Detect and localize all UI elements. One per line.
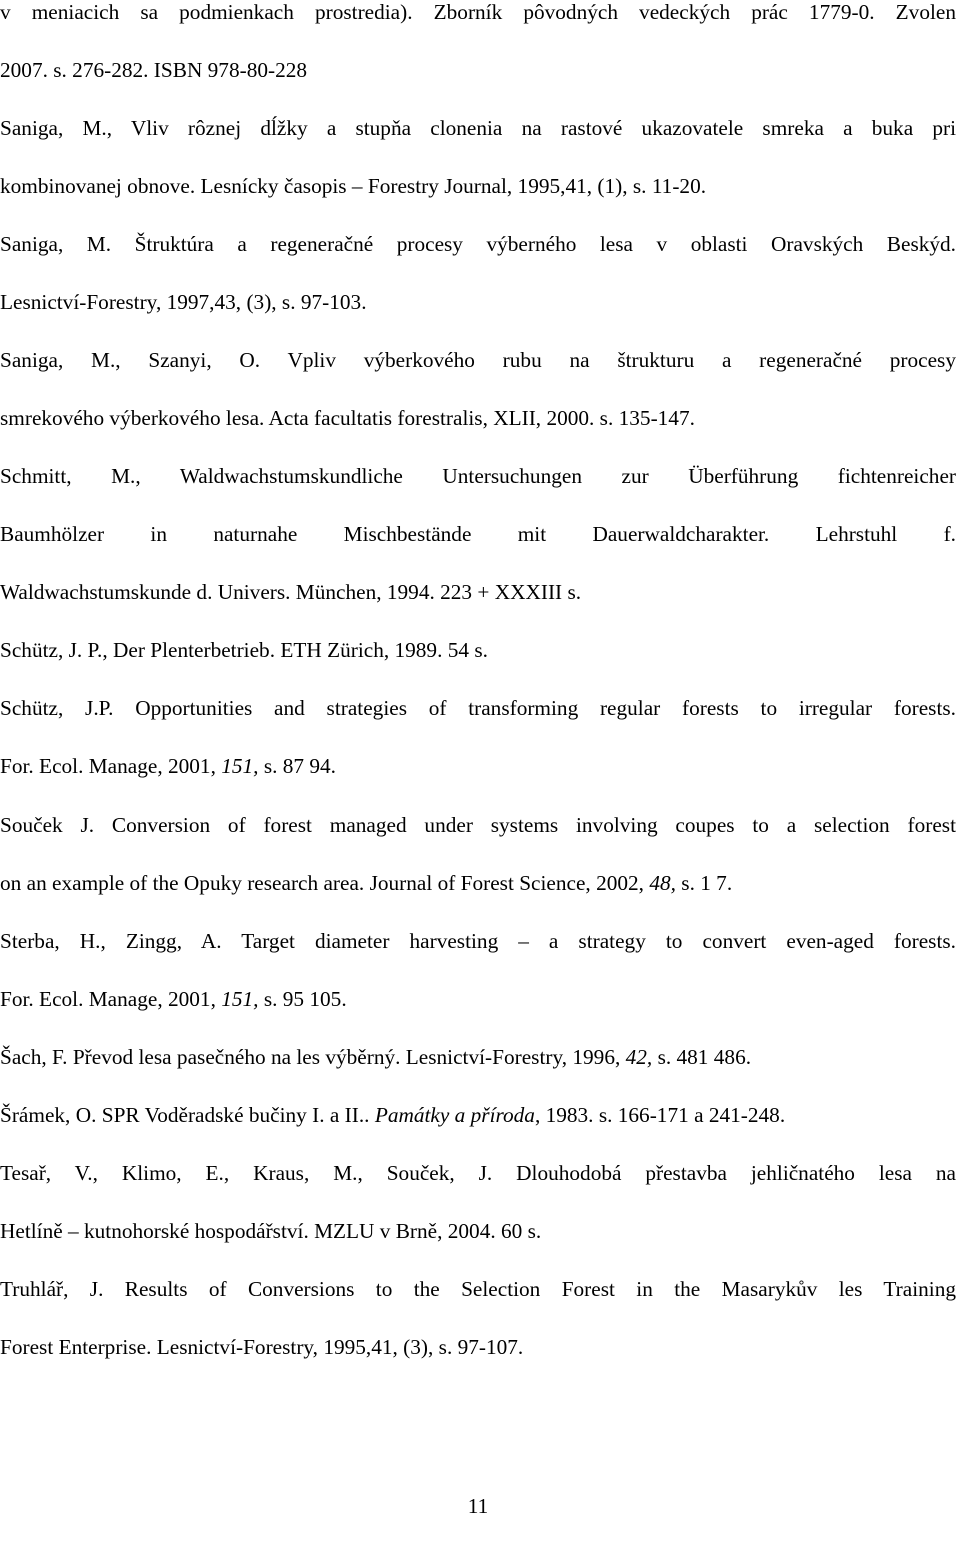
reference-line: Truhlář, J. Results of Conversions to the Selection Forest in the Masarykův les Training (0, 1277, 956, 1301)
reference-line: For. Ecol. Manage, 2001, 151, s. 95 105. (0, 987, 347, 1011)
reference-line: Šrámek, O. SPR Voděradské bučiny I. a II.. Památky a příroda, 1983. s. 166-171 a 241-248. (0, 1103, 786, 1127)
reference-line: v meniacich sa podmienkach prostredia). Zborník pôvodných vedeckých prác 1779-0. Zvolen (0, 0, 956, 24)
reference-line: Saniga, M. Štruktúra a regeneračné procesy výberného lesa v oblasti Oravských Beskýd. (0, 232, 956, 256)
reference-line: Souček J. Conversion of forest managed under systems involving coupes to a selection forest (0, 813, 956, 837)
reference-line: Sterba, H., Zingg, A. Target diameter harvesting – a strategy to convert even-aged forests. (0, 929, 956, 953)
reference-line: kombinovanej obnove. Lesnícky časopis – Forestry Journal, 1995,41, (1), s. 11-20. (0, 174, 707, 198)
reference-line: on an example of the Opuky research area. Journal of Forest Science, 2002, 48, s. 1 7. (0, 871, 733, 895)
reference-line: 2007. s. 276-282. ISBN 978-80-228 (0, 58, 308, 82)
reference-line: Hetlíně – kutnohorské hospodářství. MZLU v Brně, 2004. 60 s. (0, 1219, 542, 1243)
reference-line: Tesař, V., Klimo, E., Kraus, M., Souček, J. Dlouhodobá přestavba jehličnatého lesa na (0, 1161, 956, 1185)
reference-line: Baumhölzer in naturnahe Mischbestände mit Dauerwaldcharakter. Lehrstuhl f. (0, 522, 956, 546)
reference-line: Waldwachstumskunde d. Univers. München, 1994. 223 + XXXIII s. (0, 580, 582, 604)
reference-line: Saniga, M., Szanyi, O. Vpliv výberkového rubu na štrukturu a regeneračné procesy (0, 348, 956, 372)
reference-line: smrekového výberkového lesa. Acta facultatis forestralis, XLII, 2000. s. 135-147. (0, 406, 695, 430)
reference-line: Schütz, J. P., Der Plenterbetrieb. ETH Zürich, 1989. 54 s. (0, 638, 488, 662)
reference-line: Lesnictví-Forestry, 1997,43, (3), s. 97-103. (0, 290, 367, 314)
reference-line: For. Ecol. Manage, 2001, 151, s. 87 94. (0, 754, 337, 778)
reference-line: Forest Enterprise. Lesnictví-Forestry, 1995,41, (3), s. 97-107. (0, 1335, 524, 1359)
page-number: 11 (467, 1494, 489, 1518)
reference-line: Šach, F. Převod lesa pasečného na les výběrný. Lesnictví-Forestry, 1996, 42, s. 481 486. (0, 1045, 752, 1069)
reference-line: Schütz, J.P. Opportunities and strategies of transforming regular forests to irregular forests. (0, 696, 956, 720)
reference-line: Saniga, M., Vliv rôznej dĺžky a stupňa clonenia na rastové ukazovatele smreka a buka pri (0, 116, 956, 140)
reference-line: Schmitt, M., Waldwachstumskundliche Untersuchungen zur Überführung fichtenreicher (0, 464, 956, 488)
